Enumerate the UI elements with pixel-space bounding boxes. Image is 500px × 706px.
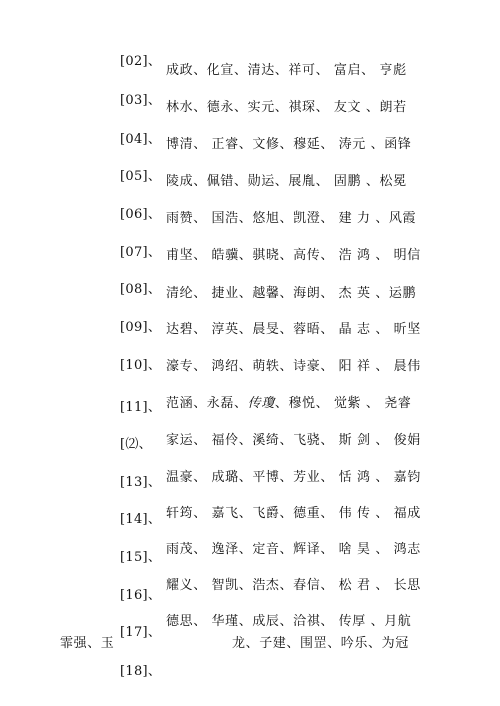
entry-number: [⑵、 bbox=[120, 437, 152, 452]
entry-names: 濠专、 鸿绍、萌轶、诗豪、 阳 祥 、 晨伟 bbox=[166, 359, 421, 374]
entry-number: [18]、 bbox=[120, 664, 162, 679]
entry-names: 温豪、 成璐、平博、芳业、 恬 鸿 、 嘉钧 bbox=[166, 470, 421, 485]
entry-number: [09]、 bbox=[120, 320, 162, 335]
entry-number: [13]、 bbox=[120, 475, 162, 490]
entry-names: 清纶、 捷业、越馨、海朗、 杰 英 、运鹏 bbox=[166, 286, 417, 301]
entry-number: [15]、 bbox=[120, 550, 162, 565]
entry-names: 德思、 华瑾、成辰、洽祺、 传厚 、月航 bbox=[166, 614, 412, 629]
entry-number: [05]、 bbox=[120, 169, 162, 184]
entry-names: 博清、 正睿、文修、穆延、 涛元 、函锋 bbox=[166, 137, 412, 152]
entry-names: 成政、化宣、清达、祥可、 富启、 亨彪 bbox=[166, 63, 407, 78]
entry-names: 达碧、 淳英、晨旻、蓉晤、 晶 志 、 昕坚 bbox=[166, 322, 421, 337]
entry-number: [10]、 bbox=[120, 358, 162, 373]
entry-number: [08]、 bbox=[120, 282, 162, 297]
entry-number: [02]、 bbox=[120, 54, 162, 69]
entry-names: 林水、德永、实元、祺琛、 友文 、朗若 bbox=[166, 100, 407, 115]
names-text-italic: 传瓊 bbox=[247, 396, 275, 411]
names-text: 、穆悦、 觉紫 、 尧睿 bbox=[274, 396, 412, 411]
entry-number: [11]、 bbox=[120, 400, 162, 415]
entry-names: 家运、 福伶、溪绮、飞骁、 斯 剑 、 俊娟 bbox=[166, 433, 421, 448]
wrapped-names-left: 霏强、玉 bbox=[60, 636, 115, 651]
entry-names: 甫坚、 皓骥、骐晓、高传、 浩 鸿 、 明信 bbox=[166, 248, 421, 263]
entry-names: 雨赞、 国浩、悠旭、凯澄、 建 力 、风霞 bbox=[166, 211, 417, 226]
entry-names: 轩筠、 嘉飞、飞爵、德重、 伟 传 、 福成 bbox=[166, 506, 421, 521]
entry-number: [04]、 bbox=[120, 132, 162, 147]
entry-names: 陵成、佩错、勋运、展胤、 固鹏 、松冕 bbox=[166, 174, 407, 189]
names-text: 范涵、永磊、 bbox=[166, 396, 248, 411]
entry-number: [16]、 bbox=[120, 588, 162, 603]
entry-names: 雨茂、 逸泽、定音、辉译、 啥 昊 、 鸿志 bbox=[166, 542, 421, 557]
entry-number: [03]、 bbox=[120, 93, 162, 108]
entry-number: [14]、 bbox=[120, 512, 162, 527]
entry-number: [17]、 bbox=[120, 625, 162, 640]
entry-names bbox=[166, 392, 486, 411]
entry-number: [07]、 bbox=[120, 245, 162, 260]
wrapped-names-right: 龙、子建、围罡、吟乐、为冠 bbox=[232, 636, 409, 651]
entry-names: 耀义、 智凯、浩杰、春信、 松 君 、 长思 bbox=[166, 578, 421, 593]
entry-number: [06]、 bbox=[120, 207, 162, 222]
